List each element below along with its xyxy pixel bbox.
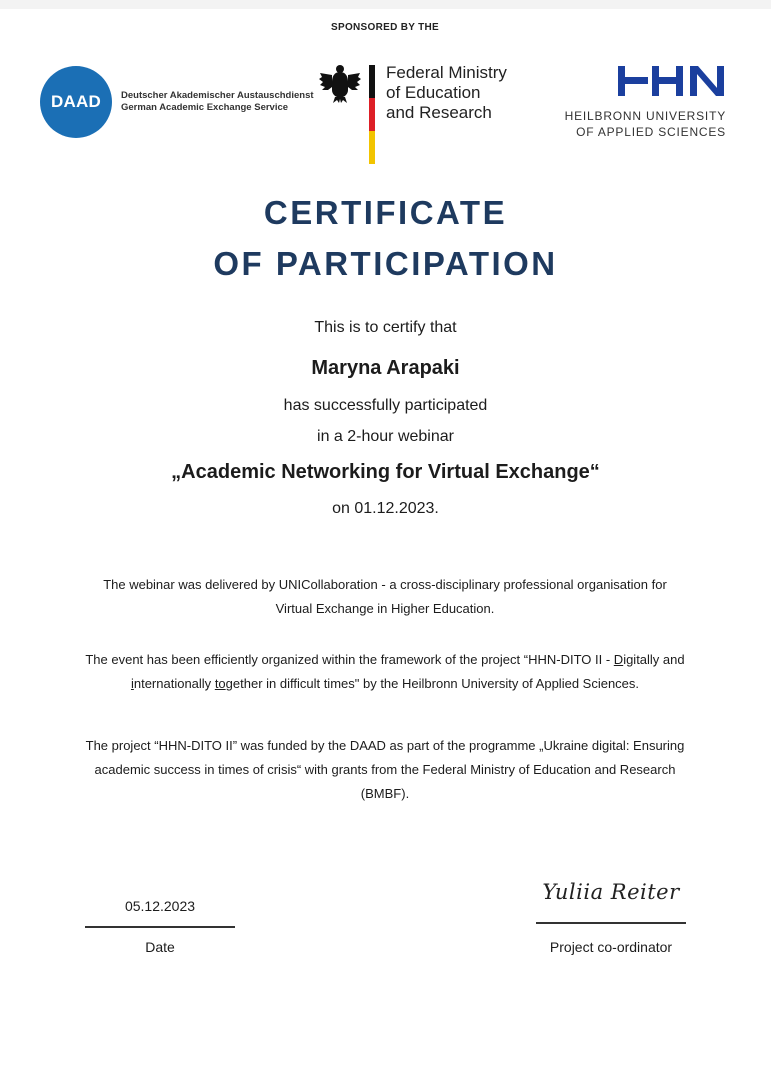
hhn-name bbox=[560, 108, 726, 140]
top-band bbox=[0, 0, 771, 9]
flag-stripe-gold bbox=[369, 131, 375, 164]
framework-text-4: gether in difficult times" by the Heilbronn University of Applied Sciences. bbox=[225, 676, 640, 691]
bmbf-line-3: and Research bbox=[386, 103, 492, 122]
framework-underline-to: to bbox=[214, 676, 226, 691]
hhn-logo bbox=[618, 66, 724, 96]
funding-paragraph: The project “HHN-DITO II” was funded by the DAAD as part of the programme „Ukraine digital: Ensuring academic success in times of crisis“ with grants from the Federal Ministry of Education and Research (BMBF). bbox=[85, 738, 685, 801]
delivery-paragraph: The webinar was delivered by UNICollaboration - a cross-disciplinary professional organisation for Virtual Exchange in Higher Education. bbox=[103, 577, 667, 616]
daad-name bbox=[121, 90, 314, 114]
framework-underline-i: i bbox=[130, 676, 134, 691]
bmbf-line-1: Federal Ministry bbox=[386, 63, 507, 82]
date-label: Date bbox=[145, 939, 175, 955]
sponsored-label: SPONSORED BY THE bbox=[331, 22, 439, 33]
coordinator-signature-line bbox=[536, 922, 686, 924]
certify-intro: This is to certify that bbox=[314, 319, 457, 336]
certificate-title-line-1: CERTIFICATE bbox=[263, 194, 508, 231]
participant-name: Maryna Arapaki bbox=[311, 357, 460, 379]
framework-text-2: igitally and bbox=[623, 652, 685, 667]
hhn-name-line-2: OF APPLIED SCIENCES bbox=[576, 125, 726, 139]
event-date: on 01.12.2023. bbox=[332, 500, 439, 517]
webinar-title: „Academic Networking for Virtual Exchange“ bbox=[171, 461, 600, 483]
framework-underline-d: D bbox=[613, 652, 624, 667]
participation-line: has successfully participated bbox=[283, 397, 488, 414]
framework-text-3: nternationally bbox=[133, 676, 215, 691]
date-signature-line bbox=[85, 926, 235, 928]
issue-date-value: 05.12.2023 bbox=[124, 898, 196, 914]
bmbf-name bbox=[386, 63, 507, 123]
coordinator-role-label: Project co-ordinator bbox=[549, 939, 673, 955]
daad-logo bbox=[40, 66, 112, 138]
bmbf-line-2: of Education bbox=[386, 83, 481, 102]
certificate-title-line-2: OF PARTICIPATION bbox=[213, 245, 558, 282]
framework-text-1: The event has been efficiently organized within the framework of the project “HHN-DITO II - bbox=[85, 652, 614, 667]
german-flag-bar bbox=[369, 65, 375, 164]
federal-eagle-icon bbox=[319, 63, 361, 103]
webinar-duration-line: in a 2-hour webinar bbox=[317, 428, 454, 445]
daad-name-de: Deutscher Akademischer Austauschdienst bbox=[121, 90, 314, 101]
coordinator-signature: Yuliia Reiter bbox=[542, 880, 680, 904]
flag-stripe-red bbox=[369, 98, 375, 131]
framework-paragraph bbox=[85, 648, 685, 696]
flag-stripe-black bbox=[369, 65, 375, 98]
hhn-name-line-1: HEILBRONN UNIVERSITY bbox=[564, 109, 726, 123]
daad-logo-text: DAAD bbox=[51, 92, 101, 111]
daad-name-en: German Academic Exchange Service bbox=[121, 102, 289, 113]
